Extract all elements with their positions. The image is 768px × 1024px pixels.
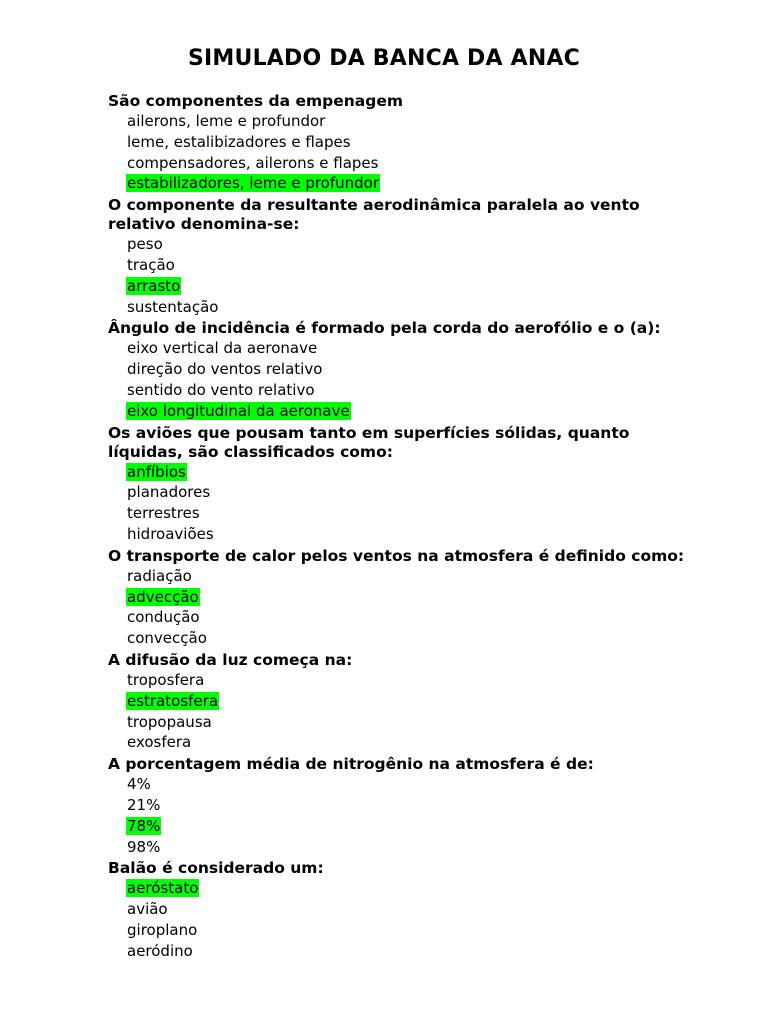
answer-option-correct xyxy=(126,816,708,837)
question-block xyxy=(108,422,708,545)
answer-option-label: compensadores, ailerons e flapes xyxy=(127,153,379,172)
answer-option-label: eixo longitudinal da aeronave xyxy=(127,401,350,420)
question-text: Balão é considerado um: xyxy=(108,859,324,878)
answer-option-label: radiação xyxy=(127,566,192,585)
answer-option-label: leme, estalibizadores e flapes xyxy=(127,132,351,151)
question-text: A difusão da luz começa na: xyxy=(108,650,353,669)
answer-options xyxy=(108,774,708,857)
answer-option-label: tração xyxy=(127,255,175,274)
answer-option-label: terrestres xyxy=(127,504,200,523)
answer-option xyxy=(126,774,708,795)
answer-option-label: 4% xyxy=(127,775,151,794)
question-block xyxy=(108,90,708,194)
answer-option-label: ailerons, leme e profundor xyxy=(127,112,326,130)
answer-option xyxy=(126,607,708,628)
answer-option-correct xyxy=(126,587,708,608)
answer-option-label: condução xyxy=(127,608,200,627)
answer-option-correct xyxy=(126,691,708,712)
answer-option-correct xyxy=(126,401,708,422)
answer-options xyxy=(108,878,708,961)
answer-option xyxy=(126,380,708,401)
answer-option xyxy=(126,712,708,733)
question-block xyxy=(108,194,708,317)
answer-option-label: sustentação xyxy=(127,297,219,316)
answer-option-correct xyxy=(126,462,708,483)
question-block xyxy=(108,857,708,961)
answer-option-label: sentido do vento relativo xyxy=(127,380,315,399)
answer-option-label: planadores xyxy=(127,483,211,502)
answer-options xyxy=(108,566,708,649)
answer-options xyxy=(108,111,708,194)
answer-option xyxy=(126,795,708,816)
answer-option-label: arrasto xyxy=(127,276,181,295)
answer-option xyxy=(126,503,708,524)
answer-option xyxy=(126,732,708,753)
answer-option-label: troposfera xyxy=(127,670,205,689)
answer-option-label: anfíbios xyxy=(127,462,186,481)
answer-option-label: estabilizadores, leme e profundor xyxy=(127,174,380,193)
answer-option xyxy=(126,153,708,174)
question-block xyxy=(108,317,708,421)
answer-option xyxy=(126,482,708,503)
question-text: O componente da resultante aerodinâmica paralela ao vento relativo denomina-se: xyxy=(108,196,640,234)
answer-option xyxy=(126,132,708,153)
answer-options xyxy=(108,338,708,421)
answer-option-label: 78% xyxy=(127,816,161,835)
answer-option xyxy=(126,255,708,276)
question-text: O transporte de calor pelos ventos na atmosfera é definido como: xyxy=(108,546,685,565)
question-block xyxy=(108,649,708,753)
answer-option xyxy=(126,297,708,318)
question-text: A porcentagem média de nitrogênio na atmosfera é de: xyxy=(108,755,594,774)
answer-option xyxy=(126,941,708,962)
question-text: Ângulo de incidência é formado pela corda do aerofólio e o (a): xyxy=(108,319,661,338)
answer-option-label: hidroaviões xyxy=(127,524,214,543)
answer-option-label: aeródino xyxy=(127,941,193,960)
answer-option-label: giroplano xyxy=(127,920,198,939)
answer-options xyxy=(108,462,708,545)
answer-option xyxy=(126,837,708,858)
answer-option-label: 98% xyxy=(127,837,161,856)
answer-option xyxy=(126,524,708,545)
quiz-list xyxy=(108,90,708,962)
answer-option xyxy=(126,566,708,587)
question-text: São componentes da empenagem xyxy=(108,92,403,110)
answer-option-label: direção do ventos relativo xyxy=(127,360,323,379)
answer-option-label: convecção xyxy=(127,629,207,648)
answer-option-label: aeróstato xyxy=(127,879,199,898)
answer-option-correct xyxy=(126,878,708,899)
answer-option xyxy=(126,338,708,359)
answer-option-label: 21% xyxy=(127,795,161,814)
answer-option-label: advecção xyxy=(127,587,199,606)
answer-option-correct xyxy=(126,276,708,297)
page-title: SIMULADO DA BANCA DA ANAC xyxy=(188,46,580,71)
answer-option-label: avião xyxy=(127,900,168,919)
answer-option xyxy=(126,234,708,255)
answer-option-label: estratosfera xyxy=(127,691,219,710)
answer-option xyxy=(126,920,708,941)
question-text: Os aviões que pousam tanto em superfícies sólidas, quanto líquidas, são classificados como: xyxy=(108,423,630,461)
answer-options xyxy=(108,234,708,317)
answer-options xyxy=(108,670,708,753)
answer-option-label: eixo vertical da aeronave xyxy=(127,339,318,358)
answer-option xyxy=(126,670,708,691)
answer-option xyxy=(126,359,708,380)
answer-option xyxy=(126,628,708,649)
question-block xyxy=(108,545,708,649)
answer-option-label: tropopausa xyxy=(127,712,212,731)
answer-option xyxy=(126,111,708,132)
answer-option-correct xyxy=(126,173,708,194)
question-block xyxy=(108,753,708,857)
answer-option-label: peso xyxy=(127,235,163,254)
answer-option xyxy=(126,899,708,920)
answer-option-label: exosfera xyxy=(127,733,192,752)
